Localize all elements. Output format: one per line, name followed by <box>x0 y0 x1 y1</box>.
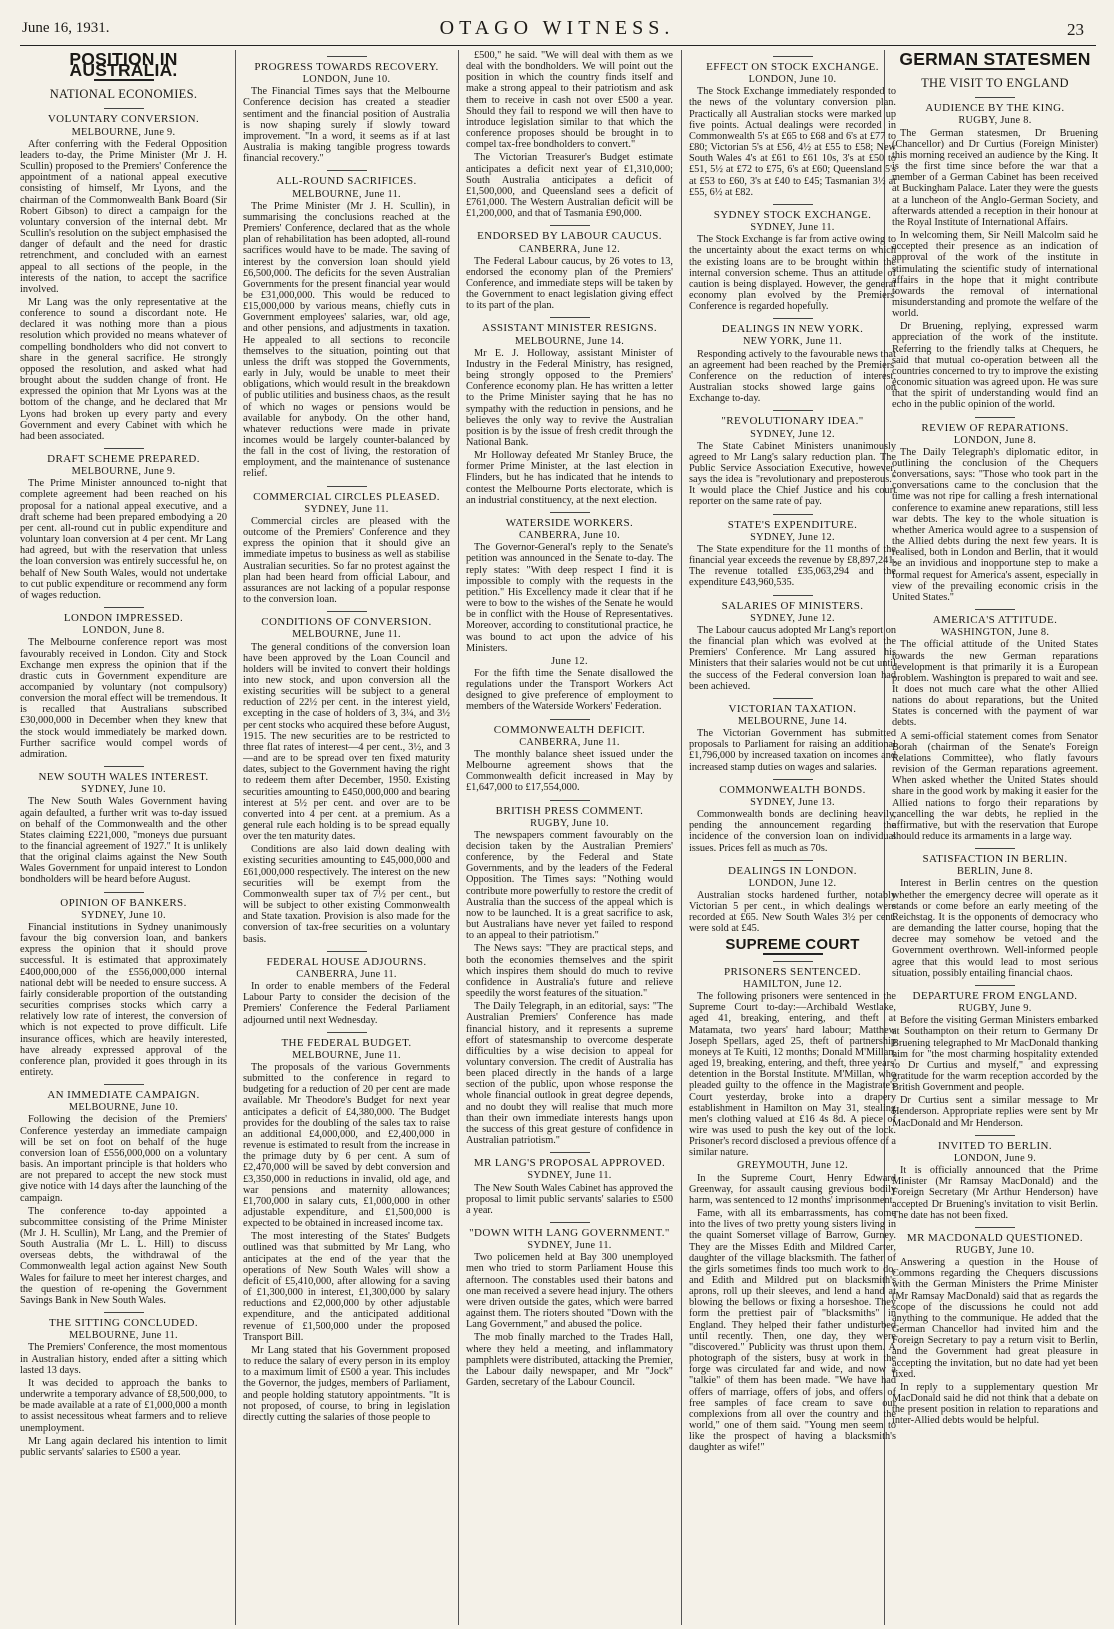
article-title: FEDERAL HOUSE ADJOURNS. <box>266 955 427 968</box>
article <box>20 448 227 601</box>
article-separator <box>773 318 813 319</box>
paragraph: The mob finally marched to the Trades Hall, where they held a meeting, and inflammatory pamphlets were distributed, attacking the Premier, the Labour daily newspaper, and Mr "Jock" Garden, secretary of the Labour Council. <box>466 1332 673 1389</box>
page-number: 23 <box>1067 20 1084 39</box>
paragraph: The Daily Telegraph, in an editorial, says: "The Australian Premiers' Conference has made financial history, and it represents a supreme effort of statesmanship to overcome desperate difficulties by a wise decision to appeal for voluntary conversion. The credit of Australia has been placed directly in the hands of a large section of the public, upon whose response the whole financial outlook in great degree depends, and no doubt they will realise that much more than their own immediate interests hangs upon the success of this great gesture of confidence in Australian patriotism." <box>466 1001 673 1147</box>
article-separator <box>550 317 590 318</box>
dateline: SYDNEY, June 10. <box>81 784 166 796</box>
paragraph: Responding actively to the favourable news that an agreement had been reached by the Premiers' Conference on the reduction of interest, Australian stocks showed large gains on Exchange to-day. <box>689 348 896 405</box>
dateline: MELBOURNE, June 9. <box>71 126 176 138</box>
paragraph: In welcoming them, Sir Neill Malcolm said he accepted their presence as an indication of approval of the work of the institute in stimulating the scientific study of international affairs in the hope that it might contribute towards the removal of international misunderstanding and promote the welfare of the world. <box>892 230 1098 320</box>
article-title: DEPARTURE FROM ENGLAND. <box>912 989 1078 1002</box>
article-title: "DOWN WITH LANG GOVERNMENT." <box>469 1227 670 1239</box>
paragraph: Interest in Berlin centres on the question whether the emergency decree will operate as it stands or come before an early meeting of the Reichstag. It is the opponents of democracy who are demanding the latter course, hoping that the decree may somehow be vetoed and the Government overthrown. Well-informed people agree that this would lead to most serious situation, possibly entailing financial chaos. <box>892 878 1098 979</box>
article-separator <box>975 417 1015 418</box>
article <box>689 318 896 404</box>
article-separator <box>773 698 813 699</box>
dateline: LONDON, June 8. <box>82 625 165 637</box>
article <box>689 698 896 773</box>
dateline: SYDNEY, June 12. <box>750 531 835 543</box>
paragraph: The Melbourne conference report was most favourably received in London. City and Stock Exchange men express the opinion that if the drastic cuts in Government expenditure are accompanied by voluntary (not compulsory) conversion the moral effect will be tremendous. It is recalled that Australians subscribed £30,000,000 in December when they knew that the stock would immediately be marked down. Further sacrifice would compel words of admiration. <box>20 637 227 760</box>
paragraph: In order to enable members of the Federal Labour Party to consider the decision of the Premiers' Conference the Federal Parliament adjourned until next Wednesday. <box>243 981 450 1026</box>
column-1 <box>20 50 227 1625</box>
article-separator <box>550 1152 590 1153</box>
paragraph: It is officially announced that the Prime Minister (Mr Ramsay MacDonald) and the Foreign Secretary (Mr Arthur Henderson) have accepted Dr Bruening's invitation to visit Berlin. The date has not been fixed. <box>892 1165 1098 1221</box>
paragraph: In reply to a supplementary question Mr MacDonald said he did not think that a debate on the present position in relation to reparations and inter-Allied debts would be helpful. <box>892 1381 1098 1427</box>
article-separator <box>550 1222 590 1223</box>
paragraph: The monthly balance sheet issued under the Melbourne agreement shows that the Commonwealth deficit increased in May by £1,647,000 to £17,554,000. <box>466 748 673 794</box>
paragraph: The Victorian Government has submitted proposals to Parliament for raising an additional £1,796,000 by increased taxation on incomes and increased stamp duties on wages and salaries. <box>689 728 896 773</box>
dateline: SYDNEY, June 11. <box>304 503 389 515</box>
article-title: ALL-ROUND SACRIFICES. <box>276 175 417 188</box>
dateline: NEW YORK, June 11. <box>742 336 843 348</box>
article-separator <box>327 170 367 171</box>
dateline: SYDNEY, June 11. <box>750 222 835 234</box>
article <box>892 985 1098 1129</box>
article <box>243 170 450 479</box>
paragraph: Commonwealth bonds are declining heavily, pending the announcement regarding the incidence of the conversion loan on individual issues. Prices fell as much as 70s. <box>689 809 896 854</box>
dateline: SYDNEY, June 13. <box>750 796 835 808</box>
paragraph: The New South Wales Cabinet has approved the proposal to limit public servants' salaries to £500 a year. <box>466 1182 673 1216</box>
article <box>20 607 227 760</box>
paragraph: The following prisoners were sentenced in the Supreme Court to-day:—Archibald Westlake, aged 41, breaking, entering, and theft at Matamata, two years' hard labour; Matthew Joseph Spellars, aged 25, theft of partnership moneys at Te Kuiti, 12 months; Donald M'Millan, aged 19, breaking, entering, and theft, three years' detention in the Borstal Institute. M'Millan, who pleaded guilty to the offence in the Magistrate's Court yesterday, broke into a drapery establishment in Hamilton on May 31, stealing men's clothing valued at £16 4s 8d. A piece of wire was used to push the key out of the lock. Prisoner's record disclosed a previous offence of a similar nature. <box>689 991 896 1159</box>
article-separator <box>773 56 813 57</box>
dateline: WASHINGTON, June 8. <box>940 627 1050 639</box>
article-title: REVIEW OF REPARATIONS. <box>921 421 1069 434</box>
article-separator <box>104 108 144 109</box>
column-5 <box>892 50 1098 1625</box>
article <box>892 848 1098 979</box>
paragraph: £500," he said. "We will deal with them as we deal with the bondholders. We will point out the position in which the country finds itself and make a strong appeal to their patriotism and ask them to receive in cash not over £500 a year. Should they fail to respond we will then have to introduce legislation similar to that which the conference proposes should be brought in to compel tax-free bondholders to convert." <box>466 50 673 151</box>
paragraph: After conferring with the Federal Opposition leaders to-day, the Prime Minister (Mr J. H. Scullin) proposed to the Premiers' Conference the appointment of a national appeal executive consisting of himself, Mr Lyons, and the chairman of the Commonwealth Bank Board (Sir Robert Gibson) to direct a campaign for the voluntary conversion of the internal debt. Mr Scullin's resolution on the subject emphasised the danger of default and the need for drastic retrenchment, and concluded with an earnest appeal to all sections of the people, in the interests of the nation, to accept the sacrifice involved. <box>20 138 227 295</box>
paragraph: Mr E. J. Holloway, assistant Minister of Industry in the Federal Ministry, has resigned, being strongly opposed to the Premiers' Conference economy plan. He has written a letter to the Prime Minister saying that he has no sympathy with the reduction in pensions, and he believes the only way to revive the Australian position is by the issue of fresh credit through the National Bank. <box>466 347 673 448</box>
article <box>892 1227 1098 1427</box>
article-title: COMMONWEALTH DEFICIT. <box>493 723 646 736</box>
dateline: MELBOURNE, June 11. <box>69 1330 178 1342</box>
article <box>689 779 896 854</box>
section-headline: SUPREME COURT <box>725 935 860 953</box>
article-title: ENDORSED BY LABOUR CAUCUS. <box>477 230 662 243</box>
dateline: MELBOURNE, June 9. <box>71 466 176 478</box>
paragraph: Financial institutions in Sydney unanimously favour the big conversion loan, and bankers express the opinion that it should prove successful. It is estimated that approximately £400,000,000 of the £556,000,000 internal national debt will be needed to ensure success. A fairly considerable proportion of the outstanding securities comprises stocks which carry a relatively low rate of interest, the conversion of which is not expected to prove difficult. Life insurance offices, which are heavily interested, have already expressed approval of the conference plan, provided it goes through in its entirety. <box>20 921 227 1078</box>
article <box>892 1135 1098 1221</box>
article-separator <box>104 448 144 449</box>
article-title: AN IMMEDIATE CAMPAIGN. <box>47 1089 200 1102</box>
dateline: MELBOURNE, June 11. <box>292 188 401 200</box>
paragraph: The conference to-day appointed a subcommittee consisting of the Prime Minister (Mr J. H. Scullin), Mr Lang, and the Premier of South Australia (Mr L. L. Hill) to discuss overseas debts, the withdrawal of the Commonwealth legal action against New South Wales for failure to meet her interest charges, and the question of re-opening the Government Savings Bank in New South Wales. <box>20 1205 227 1306</box>
article <box>20 766 227 886</box>
dateline: BERLIN, June 8. <box>957 866 1033 878</box>
article <box>243 951 450 1026</box>
article-separator <box>773 514 813 515</box>
paragraph: Before the visiting German Ministers embarked at Southampton on their return to Germany Dr Bruening telegraphed to Mr MacDonald thanking him for "the most charming hospitality extended to Dr Curtius and myself," and expressing gratitude for the warm reception accorded by the British Government and people. <box>892 1015 1098 1094</box>
article-separator <box>773 779 813 780</box>
article <box>243 56 450 164</box>
column-divider <box>681 50 682 1625</box>
article-title: INVITED TO BERLIN. <box>937 1139 1053 1152</box>
dateline: RUGBY, June 9. <box>958 1003 1032 1015</box>
article-title: VOLUNTARY CONVERSION. <box>47 113 200 126</box>
paragraph: The Financial Times says that the Melbourne Conference decision has created a steadier sentiment and the financial position of Australia is now shaping surely if slowly toward improvement. "In a word, it seems as if at last Australia is making tangible progress towards financial recovery." <box>243 86 450 165</box>
article-title: SALARIES OF MINISTERS. <box>721 599 864 612</box>
paragraph: The Labour caucus adopted Mr Lang's report on the financial plan which was evolved at the Premiers' Conference. Mr Lang assured his Ministers that their salaries would not be cut until the success of the Federal conversion loan had been achieved. <box>689 624 896 692</box>
paragraph: The Federal Labour caucus, by 26 votes to 13, endorsed the economy plan of the Premiers' Conference, and immediate steps will be taken by the Government to enact legislation giving effect to its part of the plan. <box>466 255 673 312</box>
dateline: GREYMOUTH, June 12. <box>737 1160 848 1172</box>
article <box>20 892 227 1079</box>
dateline: LONDON, June 9. <box>953 1152 1037 1164</box>
dateline: CANBERRA, June 12. <box>519 243 620 255</box>
dateline: SYDNEY, June 12. <box>750 612 835 624</box>
article-title: OPINION OF BANKERS. <box>60 896 187 909</box>
column-4 <box>689 50 896 1625</box>
article <box>689 204 896 312</box>
article-title: AMERICA'S ATTITUDE. <box>932 614 1058 627</box>
paragraph: Answering a question in the House of Commons regarding the Chequers discussions with the German Ministers the Prime Minister (Mr Ramsay MacDonald) said that as regards the scope of the discussions he could not add anything to the communique. He added that the German Chancellor had invited him and the Foreign Secretary to pay a return visit to Berlin, and the Government had great pleasure in accepting the invitation, but no date had yet been fixed. <box>892 1257 1098 1380</box>
article-separator <box>550 800 590 801</box>
paragraph: Mr Lang again declared his intention to limit public servants' salaries to £500 a year. <box>20 1435 227 1458</box>
dateline: SYDNEY, June 11. <box>527 1170 612 1182</box>
article-title: MR LANG'S PROPOSAL APPROVED. <box>473 1157 666 1170</box>
article-title: AUDIENCE BY THE KING. <box>925 102 1065 115</box>
article <box>466 225 673 311</box>
dateline: MELBOURNE, June 11. <box>292 629 401 641</box>
article <box>466 800 673 1147</box>
dateline: RUGBY, June 8. <box>958 115 1032 127</box>
paragraph: The Prime Minister announced to-night that complete agreement had been reached on his proposal for a national appeal executive, and a draft scheme had been prepared embodying a 20 per cent. all-round cut in public expenditure and voluntary loan conversion at 4 per cent. Mr Lang had agreed, but with the reservation that unless the loan conversion was entirely successful he, on behalf of New South Wales, would not undertake to cut public expenditure or recommend any form of wages reduction. <box>20 478 227 601</box>
article-title: WATERSIDE WORKERS. <box>505 516 634 529</box>
article-continued <box>466 50 673 219</box>
article-separator <box>327 611 367 612</box>
article-separator <box>975 609 1015 610</box>
article-title: COMMERCIAL CIRCLES PLEASED. <box>253 490 440 503</box>
paragraph: Australian stocks hardened further, notably Victorian 5 per cent., in which dealings were recorded at £65. New South Wales 3½ per cent. were sold at £45. <box>689 890 896 935</box>
article-title: ASSISTANT MINISTER RESIGNS. <box>481 322 658 335</box>
article-separator <box>773 595 813 596</box>
article-title: STATE'S EXPENDITURE. <box>727 518 858 531</box>
article <box>243 611 450 945</box>
article-separator <box>975 1227 1015 1228</box>
paragraph: The most interesting of the States' Budgets outlined was that submitted by Mr Lang, who anticipates at the end of the year that the operations of New South Wales will show a deficit of £5,410,000, after allowing for a saving of £1,300,000 in interest, £1,300,000 by salary reductions and £2,000,000 by other adjustable expenditure, and the anticipated additional revenue of £1,500,000 under the proposed Transport Bill. <box>243 1231 450 1343</box>
article <box>466 512 673 713</box>
article-title: DEALINGS IN LONDON. <box>728 864 857 877</box>
article <box>243 486 450 606</box>
article-separator <box>975 1135 1015 1136</box>
subheadline: NATIONAL ECONOMIES. <box>49 87 198 102</box>
article <box>20 108 227 442</box>
dateline: HAMILTON, June 12. <box>743 978 842 990</box>
article <box>892 609 1098 842</box>
paragraph: The general conditions of the conversion loan have been approved by the Loan Council and holders will be invited to convert their holdings into new stock, and upon conversion all the existing securities will be subject to a general reduction of 22½ per cent. in the interest yield, excepting in the case of holders of 3, 3¼, and 3½ per cent stocks who acquired these before August, 1915. The new securities are to be restricted to three flat rates of interest—4 per cent., 3½, and 3—and are to be spread over ten fixed maturity dates, subject to the Government having the right to redeem them after December, 1950. Existing securities amounting to £450,000,000 and bearing interest at 5½ per cent. and over are to be converted into 4 per cent. at a premium. As a general rule each holding is to be spread equally over the ten maturity dates. <box>243 641 450 843</box>
article-title: SYDNEY STOCK EXCHANGE. <box>713 208 872 221</box>
column-divider <box>235 50 236 1625</box>
article-separator <box>104 607 144 608</box>
dateline: LONDON, June 10. <box>302 74 391 86</box>
dateline: MELBOURNE, June 10. <box>68 1102 179 1114</box>
dateline: June 12. <box>551 655 588 667</box>
article <box>466 719 673 794</box>
paragraph: In the Supreme Court, Henry Edward Greenway, for assault causing grevious bodily harm, was sentenced to 12 months' imprisonment. <box>689 1172 896 1206</box>
newspaper-title: OTAGO WITNESS. <box>439 17 675 39</box>
article <box>892 417 1098 604</box>
article <box>20 1084 227 1306</box>
article-separator <box>327 486 367 487</box>
article <box>689 595 896 692</box>
article-title: THE FEDERAL BUDGET. <box>281 1036 412 1049</box>
article-separator <box>327 951 367 952</box>
article-title: VICTORIAN TAXATION. <box>728 702 857 715</box>
dateline: MELBOURNE, June 14. <box>514 335 625 347</box>
article-separator <box>104 1084 144 1085</box>
article-title: THE SITTING CONCLUDED. <box>48 1317 199 1330</box>
article-title: LONDON IMPRESSED. <box>63 612 184 625</box>
headline-rule <box>763 953 823 955</box>
paragraph: The German statesmen, Dr Bruening (Chancellor) and Dr Curtius (Foreign Minister) this morning received an audience by the King. It is the first time since before the war that a member of a German Cabinet has been received at Buckingham Palace. Later they were the guests at a luncheon of the Anglo-German Society, and afterwards attended a reception in their honour at the Royal Institute of International Affairs. <box>892 127 1098 228</box>
article <box>243 1032 450 1423</box>
article-separator <box>975 985 1015 986</box>
article <box>892 97 1098 410</box>
article-title: NEW SOUTH WALES INTEREST. <box>38 771 209 784</box>
paragraph: The State Cabinet Ministers unanimously agreed to Mr Lang's salary reduction plan. The Public Service Association Executive, however, says the idea is "revolutionary and preposterous." It would place the Chief Justice and his court reporter on the same rate of pay. <box>689 440 896 508</box>
paragraph: Commercial circles are pleased with the outcome of the Premiers' Conference and they express the opinion that it should give an immediate impetus to business as well as stabilise Australian securities. So far no protest against the plan had been heard from official Labour, and assurances are not lacking of a popular response to the conversion loan. <box>243 515 450 606</box>
article-title: BRITISH PRESS COMMENT. <box>495 804 644 817</box>
article <box>689 410 896 507</box>
article-separator <box>773 204 813 205</box>
article-separator <box>550 225 590 226</box>
paragraph: The Victorian Treasurer's Budget estimate anticipates a deficit next year of £1,310,000; South Australia anticipates a deficit of £1,500,000, and Queensland sees a deficit of £761,000. The Western Australian deficit will be £1,200,000, and that of Tasmania £90,000. <box>466 152 673 220</box>
paragraph: The official attitude of the United States towards the new German reparations development is that primarily it is a European problem. Washington is prepared to wait and see. It does not much care what the other Allied nations do about reparations, but the United States is concerned with the payment of war debts. <box>892 639 1098 729</box>
article-separator <box>104 1312 144 1313</box>
paragraph: The Prime Minister (Mr J. H. Scullin), in summarising the conclusions reached at the Premiers' Conference, declared that as the whole plan of rehabilitation has been adopted, all-round sacrifices would have to be made. The saving of interest by the conversion loan should yield £6,500,000. The deficits for the seven Australian Governments for the present financial year would be £31,000,000. This would be reduced to £15,000,000 by various means, chiefly cuts in Government employees' salaries, war, old age, and other pensions, and adjustments in taxation. He appealed to all sections to reconcile themselves to the situation, pointing out that unless the drift was stopped the Governments, early in July, would be unable to meet their obligations, which would result in the breakdown of public utilities and business chaos, as the result of which no wages or pensions would be available for anybody. On the other hand, whatever reductions were made in private incomes would be largely counter-balanced by the fall in the cost of living, the restoration of employment, and the maintenance of sustenance relief. <box>243 200 450 480</box>
dateline: RUGBY, June 10. <box>955 1245 1035 1256</box>
article <box>466 317 673 506</box>
dateline: SYDNEY, June 12. <box>750 428 835 440</box>
dateline: RUGBY, June 10. <box>530 817 609 829</box>
paragraph: Following the decision of the Premiers' Conference yesterday an immediate campaign will be set on foot on behalf of the huge conversion loan of £556,000,000 on a voluntary basis. An important principle is that holders who are not prepared to accept the new stock must give notice with 14 days after the launching of the campaign. <box>20 1114 227 1204</box>
article <box>689 514 896 589</box>
article <box>689 1208 896 1453</box>
article-title: DEALINGS IN NEW YORK. <box>721 323 864 336</box>
column-2 <box>243 50 450 1625</box>
paragraph: Conditions are also laid down dealing with existing securities amounting to £45,000,000 and £61,000,000 respectively. The interest on the new securities will be exempt from the Commonwealth super tax of 7½ per cent., but will be subject to other existing Commonwealth and State taxation. Provision is also made for the conversion of tax-free securities on a voluntary basis. <box>243 844 450 945</box>
paragraph: The New South Wales Government having again defaulted, a further writ was to-day issued on behalf of the Commonwealth and the other States claiming £221,000, "moneys due pursuant to the financial agreement of 1927." It is unlikely that the original claims against the New South Wales Government for unpaid interest to London bondholders will be heard before August. <box>20 796 227 886</box>
dateline: MELBOURNE, June 11. <box>292 1049 401 1061</box>
paragraph: Dr Bruening, replying, expressed warm appreciation of the work of the institute. Referring to the friendly talks at Chequers, he said that mutual co-operation between all the countries concerned to try to improve the existing economic situation was agreed upon. He was sure that the spirit of understanding would find an echo in the public opinion of the world. <box>892 321 1098 411</box>
article-title: EFFECT ON STOCK EXCHANGE. <box>706 61 879 73</box>
article-title: SATISFACTION IN BERLIN. <box>922 853 1068 866</box>
article-separator <box>773 860 813 861</box>
article-title: PROGRESS TOWARDS RECOVERY. <box>254 61 439 73</box>
dateline: CANBERRA, June 11. <box>519 736 620 748</box>
dateline: LONDON, June 8. <box>953 434 1037 446</box>
article-separator <box>327 1032 367 1033</box>
dateline: MELBOURNE, June 14. <box>737 715 848 727</box>
article <box>20 1312 227 1458</box>
article-separator <box>104 892 144 893</box>
dateline: CANBERRA, June 10. <box>519 530 620 542</box>
masthead <box>0 0 1114 44</box>
issue-date: June 16, 1931. <box>22 20 110 36</box>
article-separator <box>550 512 590 513</box>
article <box>466 1152 673 1216</box>
article-separator <box>975 97 1015 98</box>
paragraph: Mr Lang stated that his Government proposed to reduce the salary of every person in its employ to a maximum limit of £500 a year. This includes the Governor, the judges, members of Parliament, and people holding statutory appointments. "It is not proposed, of course, to bring in legislation directly cutting the salaries of those people to <box>243 1344 450 1423</box>
paragraph: The News says: "They are practical steps, and both the economies themselves and the spirit which inspires them should do much to revive confidence in Australia's future and relieve speedily the worst features of the situation." <box>466 943 673 1000</box>
article-title: MR MACDONALD QUESTIONED. <box>906 1231 1084 1244</box>
paragraph: Fame, with all its embarrassments, has come into the lives of two pretty young sisters living in the quaint Somerset village of Barrow, Gurney. They are the Misses Edith and Mildred Carter, daughter of the village blacksmith. The father of the girls sometimes finds too much work to do, and Edith and Mildred put on blacksmith's aprons, roll up their sleeves, and lend a hand at blowing the bellows or fixing a horseshoe. They form the prettiest pair of "blacksmiths" in England. They helped their father undisturbed until recently. Then, one day, they were "discovered." Publicity was thrust upon them. A photograph of the sisters, busy at work in the forge was circulated far and wide, and now a "talkie" of them has been made. "We have had offers of marriage, offers of jobs, and offers of free samples of face cream to save our complexions from all over the country and the world," one of them said. "Young men seem to like the prospect of having a blacksmith's daughter as wife!" <box>689 1208 896 1454</box>
column-divider <box>458 50 459 1625</box>
article-title: DRAFT SCHEME PREPARED. <box>47 453 200 465</box>
paragraph: The Daily Telegraph's diplomatic editor, in outlining the conclusion of the Chequers conversations, says: "Those who took part in the conversations came to the conclusion that the time was not ripe for calling a fresh international conference to examine anew reparations, still less war debts. The key to the whole situation is whether America would agree to a suspension of the Allied debts during the next few years. It is realised, both in London and Berlin, that it would be an invidious and inopportune step to make a formal request for America's assent, especially in view of the prevailing economic crisis in the United States." <box>892 446 1098 603</box>
paragraph: The proposals of the various Governments submitted to the conference in regard to budgeting for a reduction of 20 per cent are made available. Mr Theodore's Budget for next year anticipates a deficit of £4,380,000. The Budget provides for the doubling of the sales tax to raise an additional £4,000,000, and £2,400,000 in revenue is estimated to result from the increase in the primage duty by 6 per cent. A sum of £2,470,000 will be saved by debt conversion and £3,350,000 in reductions in invalid, old age, and war pensions and maternity allowances; £1,700,000 in salary cuts, £1,000,000 in other adjustable expenditure, and £1,500,000 is expected to be obtained in increased income tax. <box>243 1061 450 1230</box>
paragraph: It was decided to approach the banks to underwrite a temporary advance of £8,500,000, to be made available at a rate of £1,000,000 a month to assist necessitous wheat farmers and to relieve unemployment. <box>20 1377 227 1434</box>
article-separator <box>773 961 813 962</box>
article-title: CONDITIONS OF CONVERSION. <box>261 616 432 629</box>
paragraph: The Premiers' Conference, the most momentous in Australian history, ended after a sitting which lasted 13 days. <box>20 1342 227 1376</box>
subheadline: THE VISIT TO ENGLAND <box>921 76 1069 91</box>
article <box>689 56 896 198</box>
article-separator <box>104 766 144 767</box>
paragraph: A semi-official statement comes from Senator Borah (chairman of the Senate's Foreign Relations Committee), who flatly favours revision of the German reparations agreement. When asked whether the United States should share in the good work by making it easier for the Allied nations to forgo their reparations by cancelling the war debts, he replied in the affirmative, but with the reservation that Europe should reduce its armaments in a large way. <box>892 730 1098 842</box>
dateline: CANBERRA, June 11. <box>296 968 397 980</box>
paragraph: The newspapers comment favourably on the decision taken by the Australian Premiers' conference, by the Federal and State Governments, and by the leaders of the Federal Opposition. The Times says: "Nothing would contribute more powerfully to restore the credit of Australia than the success of the appeal which is now to be launched. It is a great sacrifice to ask, but Australians have never yet failed to respond to an appeal to their patriotism." <box>466 829 673 942</box>
article <box>689 961 896 1206</box>
paragraph: Mr Holloway defeated Mr Stanley Bruce, the former Prime Minister, at the last election in Flinders, but he has indicated that he intends to contest the Melbourne Ports electorate, which is an industrial constituency, at the next election. <box>466 450 673 506</box>
paragraph: The Stock Exchange is far from active owing to the uncertainty about the exact terms on which the existing loans are to be brought within the internal conversion scheme. Thus an attitude of caution is being displayed. However, the general economy plan evolved by the Premiers' Conference is regarded hopefully. <box>689 234 896 313</box>
dateline: LONDON, June 10. <box>748 74 837 86</box>
article-separator <box>773 410 813 411</box>
masthead-rule <box>20 45 1096 46</box>
dateline: SYDNEY, June 11. <box>527 1240 612 1252</box>
headline: POSITION IN AUSTRALIA. <box>69 50 178 81</box>
dateline: SYDNEY, June 10. <box>81 909 166 921</box>
paragraph: Mr Lang was the only representative at the conference to sound a discordant note. He declared it was nothing more than a pious resolution which provided no means whatever of compelling bondholders who did not convert to share in the general sacrifice. He strongly opposed the resolution, and asked what had brought about the sudden change of front. He expressed the opinion that Mr Lyons was at the bottom of the change, and he declared that Mr Lyons had broken up every party and every Government and every Cabinet with which he had been associated. <box>20 296 227 442</box>
article-title: COMMONWEALTH BONDS. <box>719 783 866 796</box>
article-separator <box>327 56 367 57</box>
article-separator <box>550 719 590 720</box>
article <box>689 860 896 935</box>
article-title: "REVOLUTIONARY IDEA." <box>721 415 864 428</box>
article-separator <box>975 848 1015 849</box>
paragraph: Dr Curtius sent a similar message to Mr Henderson. Appropriate replies were sent by Mr MacDonald and Mr Henderson. <box>892 1095 1098 1129</box>
paragraph: The Stock Exchange immediately responded to the news of the voluntary conversion plan. Practically all Australian stocks were marked up five points. Actual dealings were recorded in Commonwealth 5's at £65 to £68 and 6's at £77 to £80; Victorian 5's at £56, 4½ at £55 to £58; New South Wales 4's at £61 to £61 10s, 3's at £50 to £51, 5½ at £72 to £75, 6's at £60; Queensland 5's at £53 to £60, 3's at £40 to £45; Tasmanian 3½ at £55, 6½ at £82. <box>689 86 896 198</box>
paragraph: Two policemen held at Bay 300 unemployed men who tried to storm Parliament House this afternoon. The constables used their batons and one man received a severe head injury. The others were driven outside the gates, which were barred against them. The rioters shouted "Down with the Lang Government," and abused the police. <box>466 1252 673 1331</box>
paragraph: The Governor-General's reply to the Senate's petition was announced in the Senate to-day. The reply states: "With deep respect I find it is impossible to comply with the requests in the petition." His Excellency made it clear that if he were to bow to the wishes of the Senate he would be in conflict with the House of Representatives. Moreover, according to constitutional practice, he was bound to act upon the advice of his Ministers. <box>466 542 673 654</box>
paragraph: For the fifth time the Senate disallowed the regulations under the Transport Workers Act designed to give preference of employment to members of the Waterside Workers' Federation. <box>466 667 673 713</box>
article <box>466 1222 673 1388</box>
headline: GERMAN STATESMEN <box>899 50 1091 69</box>
column-3 <box>466 50 673 1625</box>
dateline: LONDON, June 12. <box>748 877 837 889</box>
paragraph: The State expenditure for the 11 months of the financial year exceeds the revenue by £8,897,241. The revenue totalled £35,063,294 and the expenditure £43,960,535. <box>689 543 896 589</box>
article-title: PRISONERS SENTENCED. <box>724 965 861 978</box>
